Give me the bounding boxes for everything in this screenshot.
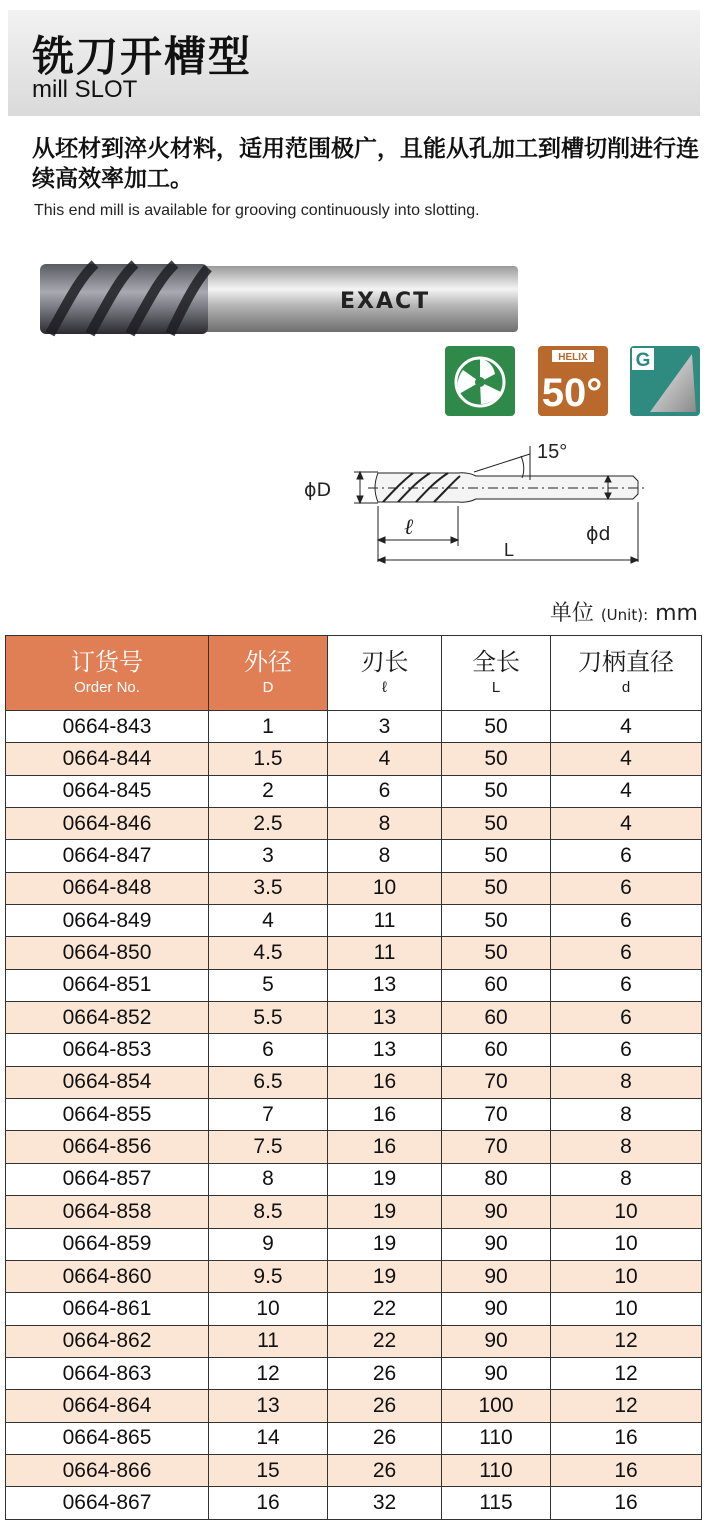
description-english: This end mill is available for grooving continuously into slotting. (34, 202, 480, 219)
helix-angle-value: 50° (541, 371, 603, 415)
cell-order-no: 0664-847 (6, 840, 209, 872)
table-row (6, 840, 702, 872)
cell-outer-diameter: 1 (209, 711, 328, 743)
dia-d-label: ϕd (586, 523, 611, 545)
cell-flute-length: 22 (328, 1293, 442, 1325)
flute-profile-badge (445, 346, 515, 416)
cell-flute-length: 26 (328, 1390, 442, 1422)
cell-total-length: 50 (442, 775, 551, 807)
cell-order-no: 0664-863 (6, 1357, 209, 1389)
unit-paren: (Unit): (600, 606, 649, 624)
cell-outer-diameter: 13 (209, 1390, 328, 1422)
header-total-length: 全长 L (442, 636, 551, 711)
table-header-row (6, 636, 702, 711)
table-row (6, 1131, 702, 1163)
table-row (6, 711, 702, 743)
table-row (6, 1228, 702, 1260)
cell-shank-diameter: 10 (551, 1228, 702, 1260)
table-row (6, 872, 702, 904)
table-row (6, 775, 702, 807)
cell-order-no: 0664-859 (6, 1228, 209, 1260)
cell-order-no: 0664-854 (6, 1066, 209, 1098)
cell-flute-length: 3 (328, 711, 442, 743)
cell-order-no: 0664-867 (6, 1487, 209, 1519)
cell-order-no: 0664-844 (6, 743, 209, 775)
cell-order-no: 0664-848 (6, 872, 209, 904)
cell-outer-diameter: 9.5 (209, 1260, 328, 1292)
cell-outer-diameter: 6.5 (209, 1066, 328, 1098)
cell-total-length: 50 (442, 743, 551, 775)
cell-outer-diameter: 4.5 (209, 937, 328, 969)
cell-flute-length: 19 (328, 1260, 442, 1292)
cell-shank-diameter: 6 (551, 905, 702, 937)
cell-order-no: 0664-862 (6, 1325, 209, 1357)
cell-flute-length: 6 (328, 775, 442, 807)
cell-total-length: 80 (442, 1163, 551, 1195)
cell-outer-diameter: 5 (209, 969, 328, 1001)
cell-shank-diameter: 6 (551, 840, 702, 872)
cell-total-length: 110 (442, 1454, 551, 1486)
cell-outer-diameter: 6 (209, 1034, 328, 1066)
cell-total-length: 70 (442, 1099, 551, 1131)
grade-letter: G (635, 350, 651, 371)
cell-total-length: 60 (442, 969, 551, 1001)
brand-label: EXACT (340, 289, 431, 314)
cell-total-length: 90 (442, 1260, 551, 1292)
cell-order-no: 0664-860 (6, 1260, 209, 1292)
cell-order-no: 0664-857 (6, 1163, 209, 1195)
table-row (6, 1422, 702, 1454)
cell-flute-length: 19 (328, 1163, 442, 1195)
cell-outer-diameter: 11 (209, 1325, 328, 1357)
cell-outer-diameter: 8 (209, 1163, 328, 1195)
cell-outer-diameter: 4 (209, 905, 328, 937)
table-row (6, 1390, 702, 1422)
cell-total-length: 90 (442, 1325, 551, 1357)
cell-shank-diameter: 4 (551, 808, 702, 840)
unit-value: mm (655, 601, 698, 626)
cell-shank-diameter: 6 (551, 1002, 702, 1034)
table-row (6, 1034, 702, 1066)
cell-shank-diameter: 8 (551, 1163, 702, 1195)
cell-total-length: 50 (442, 872, 551, 904)
cell-shank-diameter: 10 (551, 1196, 702, 1228)
cell-total-length: 50 (442, 937, 551, 969)
header-flute-length: 刃长 ℓ (328, 636, 442, 711)
cell-shank-diameter: 8 (551, 1099, 702, 1131)
table-row (6, 1293, 702, 1325)
cell-flute-length: 11 (328, 905, 442, 937)
cell-outer-diameter: 9 (209, 1228, 328, 1260)
cell-shank-diameter: 10 (551, 1293, 702, 1325)
helix-angle-badge (538, 346, 608, 416)
cell-shank-diameter: 12 (551, 1325, 702, 1357)
cell-shank-diameter: 16 (551, 1454, 702, 1486)
cell-total-length: 50 (442, 808, 551, 840)
table-row (6, 1066, 702, 1098)
cell-shank-diameter: 6 (551, 937, 702, 969)
cell-shank-diameter: 16 (551, 1422, 702, 1454)
cell-flute-length: 8 (328, 808, 442, 840)
table-row (6, 808, 702, 840)
cell-total-length: 50 (442, 711, 551, 743)
cell-flute-length: 16 (328, 1066, 442, 1098)
flute-length-label: ℓ (404, 515, 414, 540)
table-row (6, 1325, 702, 1357)
three-flute-icon (445, 346, 515, 416)
cell-flute-length: 32 (328, 1487, 442, 1519)
table-row (6, 905, 702, 937)
cell-outer-diameter: 12 (209, 1357, 328, 1389)
table-row (6, 1002, 702, 1034)
coating-wedge-icon (650, 354, 696, 412)
cell-order-no: 0664-852 (6, 1002, 209, 1034)
table-row (6, 1487, 702, 1519)
cell-outer-diameter: 8.5 (209, 1196, 328, 1228)
cell-shank-diameter: 6 (551, 872, 702, 904)
table-body (6, 711, 702, 1520)
cell-total-length: 50 (442, 840, 551, 872)
cell-order-no: 0664-849 (6, 905, 209, 937)
cell-outer-diameter: 3.5 (209, 872, 328, 904)
cell-order-no: 0664-864 (6, 1390, 209, 1422)
cell-outer-diameter: 1.5 (209, 743, 328, 775)
cell-total-length: 60 (442, 1002, 551, 1034)
page-subtitle: mill SLOT (32, 76, 138, 103)
cell-order-no: 0664-846 (6, 808, 209, 840)
cell-total-length: 70 (442, 1066, 551, 1098)
page-title: 铣刀开槽型 (32, 32, 253, 81)
cell-outer-diameter: 10 (209, 1293, 328, 1325)
cell-total-length: 90 (442, 1357, 551, 1389)
cell-shank-diameter: 12 (551, 1390, 702, 1422)
header-shank-diameter: 刀柄直径 d (551, 636, 702, 711)
table-row (6, 1454, 702, 1486)
cell-total-length: 90 (442, 1196, 551, 1228)
unit-label: 单位 (549, 601, 594, 626)
table-row (6, 743, 702, 775)
cell-flute-length: 26 (328, 1454, 442, 1486)
cell-shank-diameter: 12 (551, 1357, 702, 1389)
cell-flute-length: 13 (328, 1034, 442, 1066)
cell-total-length: 100 (442, 1390, 551, 1422)
cell-order-no: 0664-843 (6, 711, 209, 743)
cell-order-no: 0664-858 (6, 1196, 209, 1228)
cell-shank-diameter: 4 (551, 743, 702, 775)
cell-total-length: 115 (442, 1487, 551, 1519)
cell-order-no: 0664-861 (6, 1293, 209, 1325)
cell-outer-diameter: 2 (209, 775, 328, 807)
cell-total-length: 90 (442, 1228, 551, 1260)
cell-outer-diameter: 3 (209, 840, 328, 872)
cell-outer-diameter: 2.5 (209, 808, 328, 840)
table-row (6, 1196, 702, 1228)
cell-total-length: 90 (442, 1293, 551, 1325)
cell-flute-length: 13 (328, 1002, 442, 1034)
table-row (6, 1163, 702, 1195)
cell-flute-length: 26 (328, 1422, 442, 1454)
cell-shank-diameter: 6 (551, 969, 702, 1001)
cell-flute-length: 16 (328, 1131, 442, 1163)
cell-order-no: 0664-850 (6, 937, 209, 969)
unit-note (550, 596, 698, 627)
cell-outer-diameter: 15 (209, 1454, 328, 1486)
cell-flute-length: 19 (328, 1228, 442, 1260)
header-outer-diameter: 外径 D (209, 636, 328, 711)
total-length-label: L (504, 540, 515, 560)
cell-shank-diameter: 4 (551, 711, 702, 743)
cell-total-length: 110 (442, 1422, 551, 1454)
spec-table (5, 635, 702, 1520)
cell-shank-diameter: 8 (551, 1131, 702, 1163)
cell-outer-diameter: 14 (209, 1422, 328, 1454)
cell-flute-length: 26 (328, 1357, 442, 1389)
table-row (6, 937, 702, 969)
cell-order-no: 0664-845 (6, 775, 209, 807)
cell-flute-length: 11 (328, 937, 442, 969)
cell-order-no: 0664-853 (6, 1034, 209, 1066)
cell-flute-length: 13 (328, 969, 442, 1001)
cell-outer-diameter: 7.5 (209, 1131, 328, 1163)
cell-flute-length: 10 (328, 872, 442, 904)
cell-total-length: 60 (442, 1034, 551, 1066)
cell-total-length: 50 (442, 905, 551, 937)
grade-badge (630, 346, 700, 416)
cell-order-no: 0664-851 (6, 969, 209, 1001)
cell-order-no: 0664-856 (6, 1131, 209, 1163)
end-mill-photo (40, 258, 520, 338)
cell-outer-diameter: 16 (209, 1487, 328, 1519)
cell-shank-diameter: 4 (551, 775, 702, 807)
angle-label: 15° (537, 441, 568, 463)
cell-order-no: 0664-865 (6, 1422, 209, 1454)
cell-shank-diameter: 6 (551, 1034, 702, 1066)
description-chinese: 从坯材到淬火材料，适用范围极广，且能从孔加工到槽切削进行连续高效率加工。 (32, 136, 699, 192)
dia-D-label: ϕD (304, 479, 332, 501)
table-row (6, 1357, 702, 1389)
cell-flute-length: 8 (328, 840, 442, 872)
table-row (6, 1260, 702, 1292)
cell-shank-diameter: 8 (551, 1066, 702, 1098)
technical-drawing (298, 436, 658, 571)
cell-order-no: 0664-866 (6, 1454, 209, 1486)
cell-flute-length: 4 (328, 743, 442, 775)
title-banner (8, 10, 700, 116)
cell-shank-diameter: 16 (551, 1487, 702, 1519)
cell-flute-length: 22 (328, 1325, 442, 1357)
cell-outer-diameter: 7 (209, 1099, 328, 1131)
header-order-no: 订货号 Order No. (6, 636, 209, 711)
cell-order-no: 0664-855 (6, 1099, 209, 1131)
helix-label: HELIX (558, 352, 588, 363)
table-row (6, 969, 702, 1001)
table-row (6, 1099, 702, 1131)
cell-total-length: 70 (442, 1131, 551, 1163)
cell-flute-length: 16 (328, 1099, 442, 1131)
cell-flute-length: 19 (328, 1196, 442, 1228)
cell-outer-diameter: 5.5 (209, 1002, 328, 1034)
cell-shank-diameter: 10 (551, 1260, 702, 1292)
